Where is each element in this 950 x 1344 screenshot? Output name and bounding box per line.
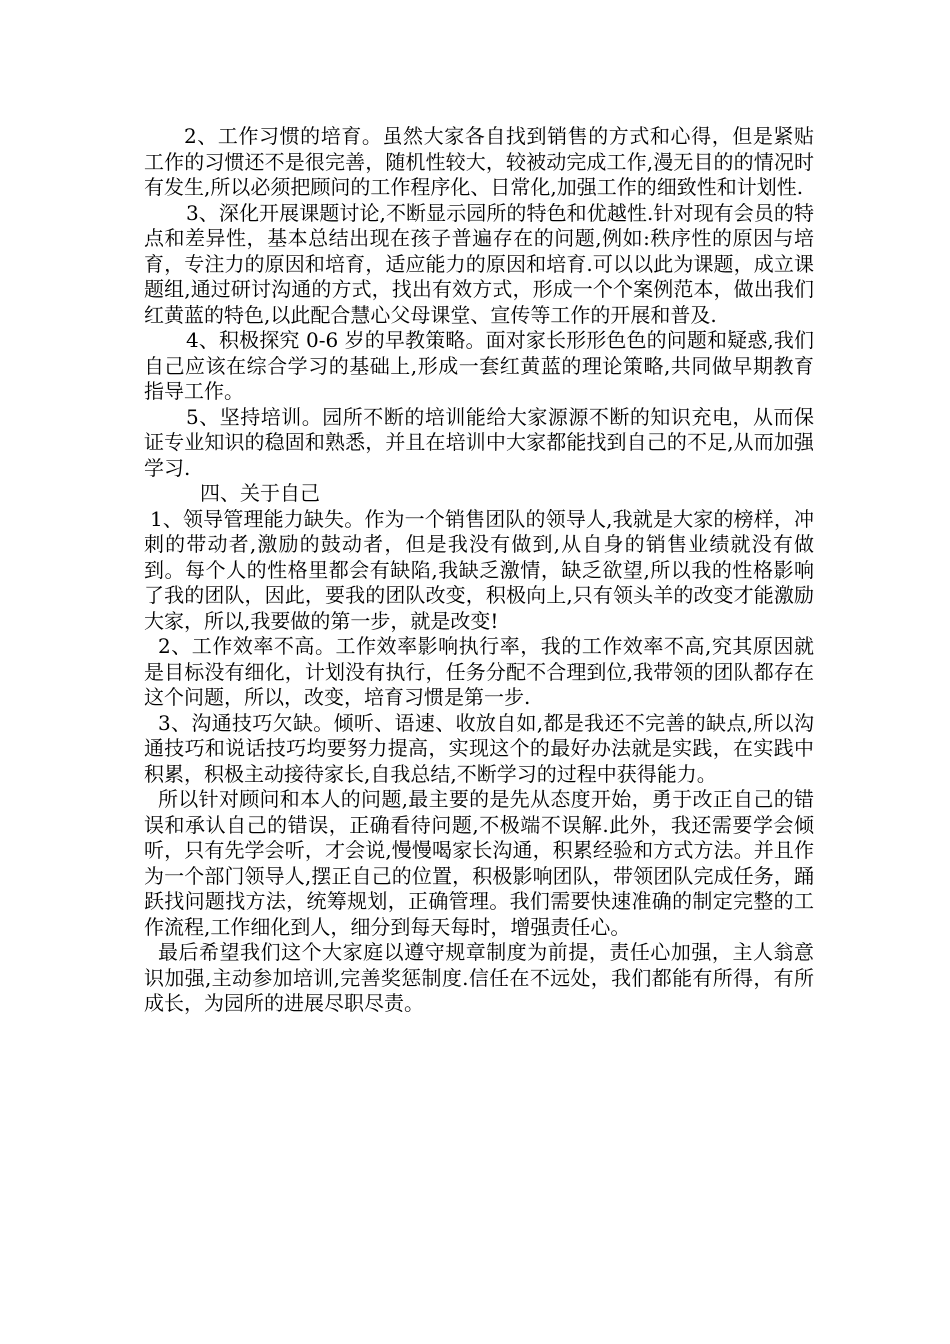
paragraph-research-topics: 3、深化开展课题讨论,不断显示园所的特色和优越性.针对现有会员的特点和差异性，基本总结出现在孩子普遍存在的问题,例如:秩序性的原因与培育，专注力的原因和培育，适应能力的原因和培育.可以以此为课题，成立课题组,通过研讨沟通的方式，找出有效方式，形成一个个案例范本，做出我们红黄蓝的特色,以此配合慧心父母课堂、宣传等工作的开展和普及. [144,200,814,327]
paragraph-training: 5、坚持培训。园所不断的培训能给大家源源不断的知识充电，从而保证专业知识的稳固和熟悉，并且在培训中大家都能找到自己的不足,从而加强学习. [144,404,814,480]
document-body [144,124,814,1017]
paragraph-leadership: 1、领导管理能力缺失。作为一个销售团队的领导人,我就是大家的榜样，冲刺的带动者,激励的鼓动者，但是我没有做到,从自身的销售业绩就没有做到。每个人的性格里都会有缺陷,我缺乏激情，缺乏欲望,所以我的性格影响了我的团队，因此，要我的团队改变，积极向上,只有领头羊的改变才能激励大家，所以,我要做的第一步，就是改变! [144,506,814,633]
paragraph-communication: 3、沟通技巧欠缺。倾听、语速、收放自如,都是我还不完善的缺点,所以沟通技巧和说话技巧均要努力提高，实现这个的最好办法就是实践，在实践中积累，积极主动接待家长,自我总结,不断学习的过程中获得能力。 [144,710,814,786]
section-heading-about-self: 四、关于自己 [200,481,320,505]
paragraph-attitude: 所以针对顾问和本人的问题,最主要的是先从态度开始，勇于改正自己的错误和承认自己的错误，正确看待问题,不极端不误解.此外，我还需要学会倾听，只有先学会听，才会说,慢慢喝家长沟通，积累经验和方式方法。并且作为一个部门领导人,摆正自己的位置，积极影响团队，带领团队完成任务，踊跃找问题找方法，统筹规划，正确管理。我们需要快速准确的制定完整的工作流程,工作细化到人，细分到每天每时，增强责任心。 [144,787,814,939]
paragraph-closing: 最后希望我们这个大家庭以遵守规章制度为前提，责任心加强，主人翁意识加强,主动参加培训,完善奖惩制度.信任在不远处，我们都能有所得，有所成长，为园所的进展尽职尽责。 [144,940,814,1015]
paragraph-early-education: 4、积极探究 0-6 岁的早教策略。面对家长形形色色的问题和疑惑,我们自己应该在综合学习的基础上,形成一套红黄蓝的理论策略,共同做早期教育指导工作。 [144,328,814,403]
paragraph-work-habits: 2、工作习惯的培育。虽然大家各自找到销售的方式和心得，但是紧贴工作的习惯还不是很完善，随机性较大，较被动完成工作,漫无目的的情况时有发生,所以必须把顾问的工作程序化、日常化,加强工作的细致性和计划性. [144,124,814,199]
paragraph-efficiency: 2、工作效率不高。工作效率影响执行率，我的工作效率不高,究其原因就是目标没有细化，计划没有执行，任务分配不合理到位,我带领的团队都存在这个问题，所以，改变，培育习惯是第一步. [144,634,814,709]
